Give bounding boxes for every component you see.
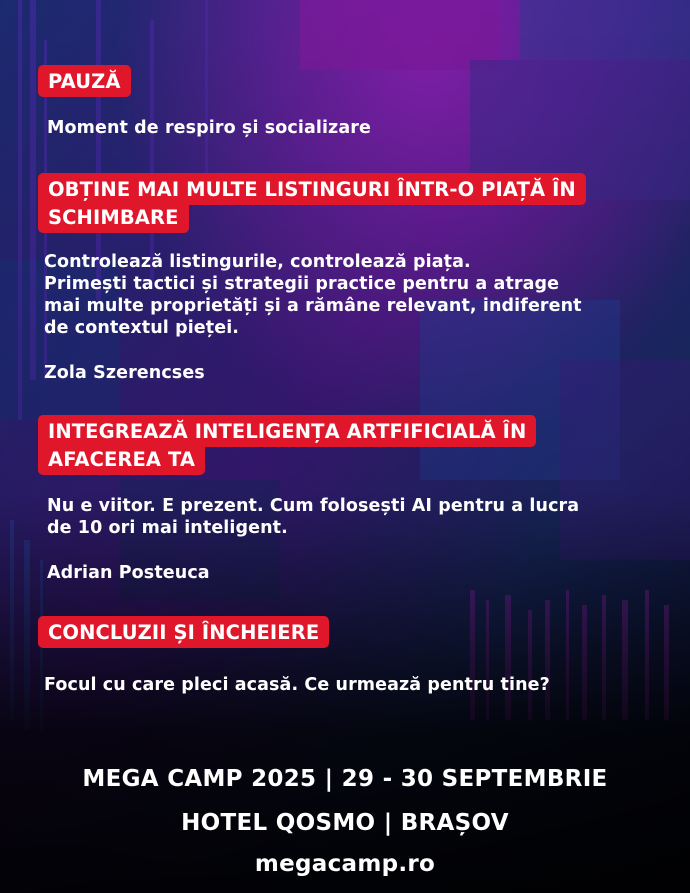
description-line: Primești tactici și strategii practice pentru a atrage	[44, 274, 560, 294]
description-line: Moment de respiro și socializare	[47, 118, 371, 138]
session-title-line: PAUZĂ	[48, 70, 121, 93]
description-line: Nu e viitor. E prezent. Cum folosești AI pentru a lucra	[47, 496, 580, 516]
session-title-badge	[38, 616, 329, 648]
session-title-badge-line2	[38, 201, 189, 233]
session-title-line: SCHIMBARE	[48, 206, 179, 229]
speaker-name: Adrian Posteuca	[47, 563, 210, 583]
session-description	[47, 495, 579, 539]
event-venue: HOTEL QOSMO | BRAȘOV	[181, 810, 509, 836]
event-dates: MEGA CAMP 2025 | 29 - 30 SEPTEMBRIE	[82, 766, 608, 792]
description-line: Controlează listingurile, controlează piața.	[44, 252, 471, 272]
session-description	[44, 251, 582, 339]
session-title-line: INTEGREAZĂ INTELIGENȚA ARTFIFICIALĂ ÎN	[48, 420, 527, 443]
session-title-line: AFACEREA TA	[48, 448, 196, 471]
description-line: Focul cu care pleci acasă. Ce urmează pentru tine?	[44, 675, 550, 695]
description-line: de 10 ori mai inteligent.	[47, 518, 288, 538]
session-description	[47, 117, 371, 139]
session-title-line: CONCLUZII ȘI ÎNCHEIERE	[48, 621, 320, 644]
session-title-badge-line2	[38, 443, 205, 475]
session-title-line: OBȚINE MAI MULTE LISTINGURI ÎNTR-O PIAȚĂ ÎN	[48, 178, 576, 201]
session-title-badge	[38, 65, 131, 97]
description-line: mai multe proprietăți și a rămâne relevant, indiferent	[44, 296, 582, 316]
event-website-link[interactable]: megacamp.ro	[254, 851, 436, 877]
session-description	[44, 674, 550, 696]
description-line: de contextul pieței.	[44, 318, 240, 338]
speaker-name: Zola Szerencses	[44, 363, 205, 383]
